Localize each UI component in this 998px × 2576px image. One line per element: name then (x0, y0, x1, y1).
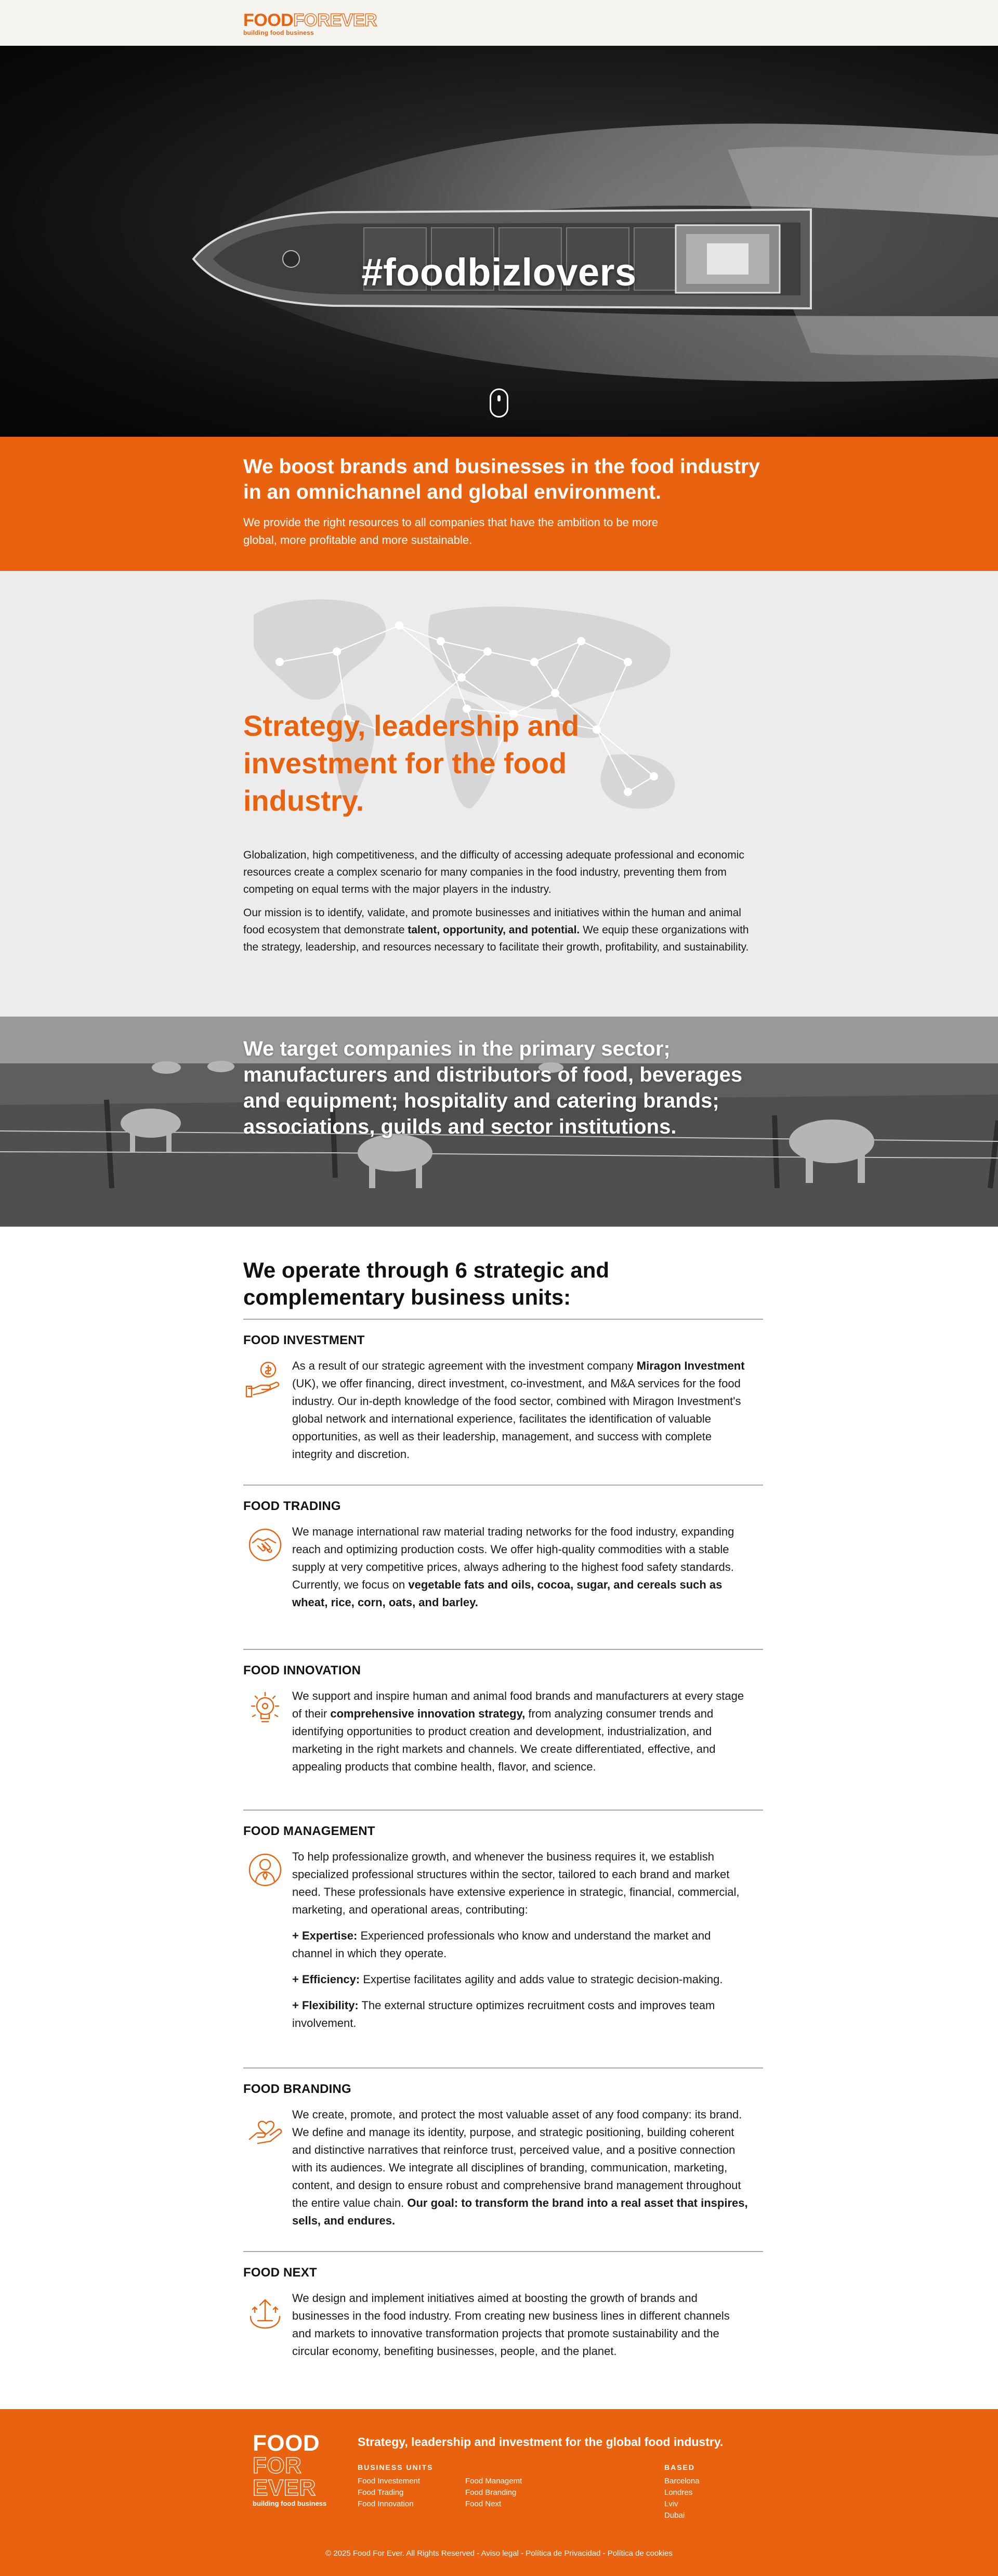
mouse-scroll-icon[interactable] (490, 388, 508, 418)
unit-bold: + Expertise: (292, 1929, 358, 1942)
footer-logo-tagline: building food business (253, 2500, 327, 2508)
units-heading: We operate through 6 strategic and complementary business units: (243, 1258, 610, 1309)
target-heading: We target companies in the primary sector; manufacturers and distributors of food, beverages and equipment; hospitality and catering brands; associations, guilds and sector institutions. (243, 1037, 743, 1138)
unit-body (292, 1357, 750, 1463)
strategy-paragraph-1: Globalization, high competitiveness, and the difficulty of accessing adequate professional and economic resources create a complex scenario for many companies in the food industry, preventing them from competing on equal terms with the major players in the industry. (243, 849, 744, 895)
footer-copyright: © 2025 Food For Ever. All Rights Reserved - Aviso legal - Política de Privacidad - Política de cookies (325, 2549, 673, 2558)
unit-text: We create, promote, and protect the most valuable asset of any food company: its brand. We define and manage its identity, purpose, and strategic positioning, building coherent and distinctive narratives that reinforce trust, perceived value, and a positive connection with its audiences. We integrate all disciplines of branding, communication, marketing, content, and design to ensure robust and comprehensive brand management throughout the entire value chain. (292, 2108, 742, 2209)
footer-logo-line-1: FOOD (253, 2430, 320, 2456)
site-footer (0, 2409, 998, 2576)
unit-text: from analyzing consumer trends and identifying opportunities to product creation and development, industrialization, and marketing in the right markets and channels. We create differentiated, effective, and appealing products that combine health, flavor, and science. (292, 1707, 716, 1773)
hero-section (0, 46, 998, 437)
hand-heart-icon (245, 2108, 285, 2148)
unit-title: FOOD BRANDING (243, 2082, 351, 2096)
footer-link-food-innovation[interactable]: Food Innovation (358, 2500, 414, 2508)
unit-point-flexibility (292, 1997, 750, 2032)
unit-text: Expertise facilitates agility and adds value to strategic decision-making. (360, 1973, 723, 1986)
unit-body (292, 1687, 750, 1776)
unit-bold: vegetable fats and oils, cocoa, sugar, and cereals such as wheat, rice, corn, oats, and barley. (292, 1578, 723, 1609)
money-hand-icon (245, 1359, 285, 1399)
unit-bold: comprehensive innovation strategy, (330, 1707, 526, 1720)
unit-title: FOOD INNOVATION (243, 1663, 361, 1677)
logo-word-food: FOOD (243, 10, 294, 30)
logo-tagline: building food business (243, 29, 314, 36)
unit-bold: + Efficiency: (292, 1973, 360, 1986)
manager-gear-icon (245, 1850, 285, 1890)
unit-body (292, 1523, 750, 1611)
unit-food-management (243, 1810, 763, 2029)
unit-body (292, 1848, 750, 2032)
unit-food-innovation (243, 1649, 763, 1773)
intro-section (0, 437, 998, 571)
unit-bold: Miragon Investment (636, 1359, 745, 1372)
footer-logo[interactable] (253, 2432, 326, 2507)
footer-units-col-2 (465, 2476, 522, 2510)
strategy-heading: Strategy, leadership and investment for the food industry. (243, 709, 580, 817)
strategy-paragraph-2-end: We equip these organizations with the strategy, leadership, and resources necessary to facilitate their growth, profitability, and sustainability. (243, 924, 749, 953)
hero-title: #foodbizlovers (361, 251, 637, 294)
footer-based-list (664, 2476, 700, 2521)
unit-text: (UK), we offer financing, direct investment, co-investment, and M&A services for the food industry. Our in-depth knowledge of the food sector, combined with Miragon Investment's global network and international experience, facilitates the identification of valuable opportunities, as well as their leadership, management, and success with complete integrity and discretion. (292, 1377, 741, 1461)
unit-food-next (243, 2251, 763, 2358)
footer-link-food-branding[interactable]: Food Branding (465, 2488, 517, 2497)
strategy-paragraph-2-bold: talent, opportunity, and potential. (408, 924, 580, 936)
hero-ship-image (0, 46, 998, 437)
lightbulb-gear-icon (245, 1689, 285, 1729)
footer-link-food-next[interactable]: Food Next (465, 2500, 502, 2508)
strategy-paragraph-2 (243, 904, 755, 956)
unit-body (292, 2106, 750, 2230)
unit-bold: + Flexibility: (292, 1999, 359, 2012)
intro-heading: We boost brands and businesses in the food industry in an omnichannel and global environment. (243, 456, 760, 503)
footer-based-heading: BASED (664, 2463, 695, 2471)
unit-title: FOOD NEXT (243, 2266, 317, 2280)
strategy-paragraph-2-start: Our mission is to identify, validate, and promote businesses and initiatives within the human and animal food ecosystem that demonstrate (243, 907, 741, 936)
unit-text: The external structure optimizes recruitment costs and improves team involvement. (292, 1999, 715, 2029)
unit-point-efficiency (292, 1971, 750, 1988)
strategy-section (0, 571, 998, 1017)
strategy-text (243, 847, 755, 956)
unit-bold: Our goal: to transform the brand into a real asset that inspires, sells, and endures. (292, 2196, 748, 2227)
unit-text: We manage international raw material trading networks for the food industry, expanding reach and optimizing production costs. We offer high-quality commodities with a stable supply at very competitive prices, always adhering to the highest food safety standards. Currently, we focus on (292, 1525, 734, 1591)
logo[interactable] (243, 11, 377, 36)
footer-link-food-management[interactable]: Food Managemt (465, 2477, 522, 2486)
footer-slogan: Strategy, leadership and investment for the global food industry. (358, 2435, 724, 2449)
unit-point-expertise (292, 1927, 750, 1962)
site-header (0, 0, 998, 46)
unit-title: FOOD INVESTMENT (243, 1333, 365, 1347)
unit-text: Experienced professionals who know and understand the market and channel in which they operate. (292, 1929, 711, 1960)
footer-city: Barcelona (664, 2477, 700, 2486)
intro-text: We provide the right resources to all companies that have the ambition to be more global, more profitable and more sustainable. (243, 516, 659, 547)
unit-food-branding (243, 2067, 763, 2227)
footer-city: Londres (664, 2488, 693, 2497)
unit-text: We support and inspire human and animal food brands and manufacturers at every stage of their (292, 1689, 744, 1720)
footer-link-food-investement[interactable]: Food Investement (358, 2477, 421, 2486)
target-section (0, 1017, 998, 1227)
footer-link-food-trading[interactable]: Food Trading (358, 2488, 404, 2497)
footer-units-heading: BUSINESS UNITS (358, 2463, 434, 2471)
unit-body (292, 2289, 750, 2360)
unit-title: FOOD MANAGEMENT (243, 1824, 375, 1838)
footer-city: Dubai (664, 2511, 685, 2520)
unit-food-investment (243, 1319, 763, 1461)
footer-city: Lviv (664, 2500, 678, 2508)
growth-hands-icon (245, 2292, 285, 2331)
business-units-section (0, 1227, 998, 2409)
footer-logo-line-2: FOR (253, 2453, 302, 2479)
unit-title: FOOD TRADING (243, 1499, 341, 1513)
footer-logo-line-3: EVER (253, 2475, 316, 2501)
unit-text: To help professionalize growth, and whenever the business requires it, we establish specialized professional structures within the sector, tailored to each brand and market need. These professionals have extensive experience in strategic, financial, commercial, marketing, and operational areas, contributing: (292, 1850, 740, 1916)
footer-units-col-1 (358, 2476, 420, 2510)
handshake-icon (245, 1525, 285, 1565)
logo-word-forever: FOREVER (293, 10, 377, 30)
unit-text: As a result of our strategic agreement with the investment company (292, 1359, 637, 1372)
unit-text: We design and implement initiatives aimed at boosting the growth of brands and businesses in the food industry. From creating new business lines in different channels and markets to innovative transformation projects that promote sustainability and the circular economy, benefiting businesses, people, and the planet. (292, 2292, 730, 2358)
unit-food-trading (243, 1485, 763, 1609)
